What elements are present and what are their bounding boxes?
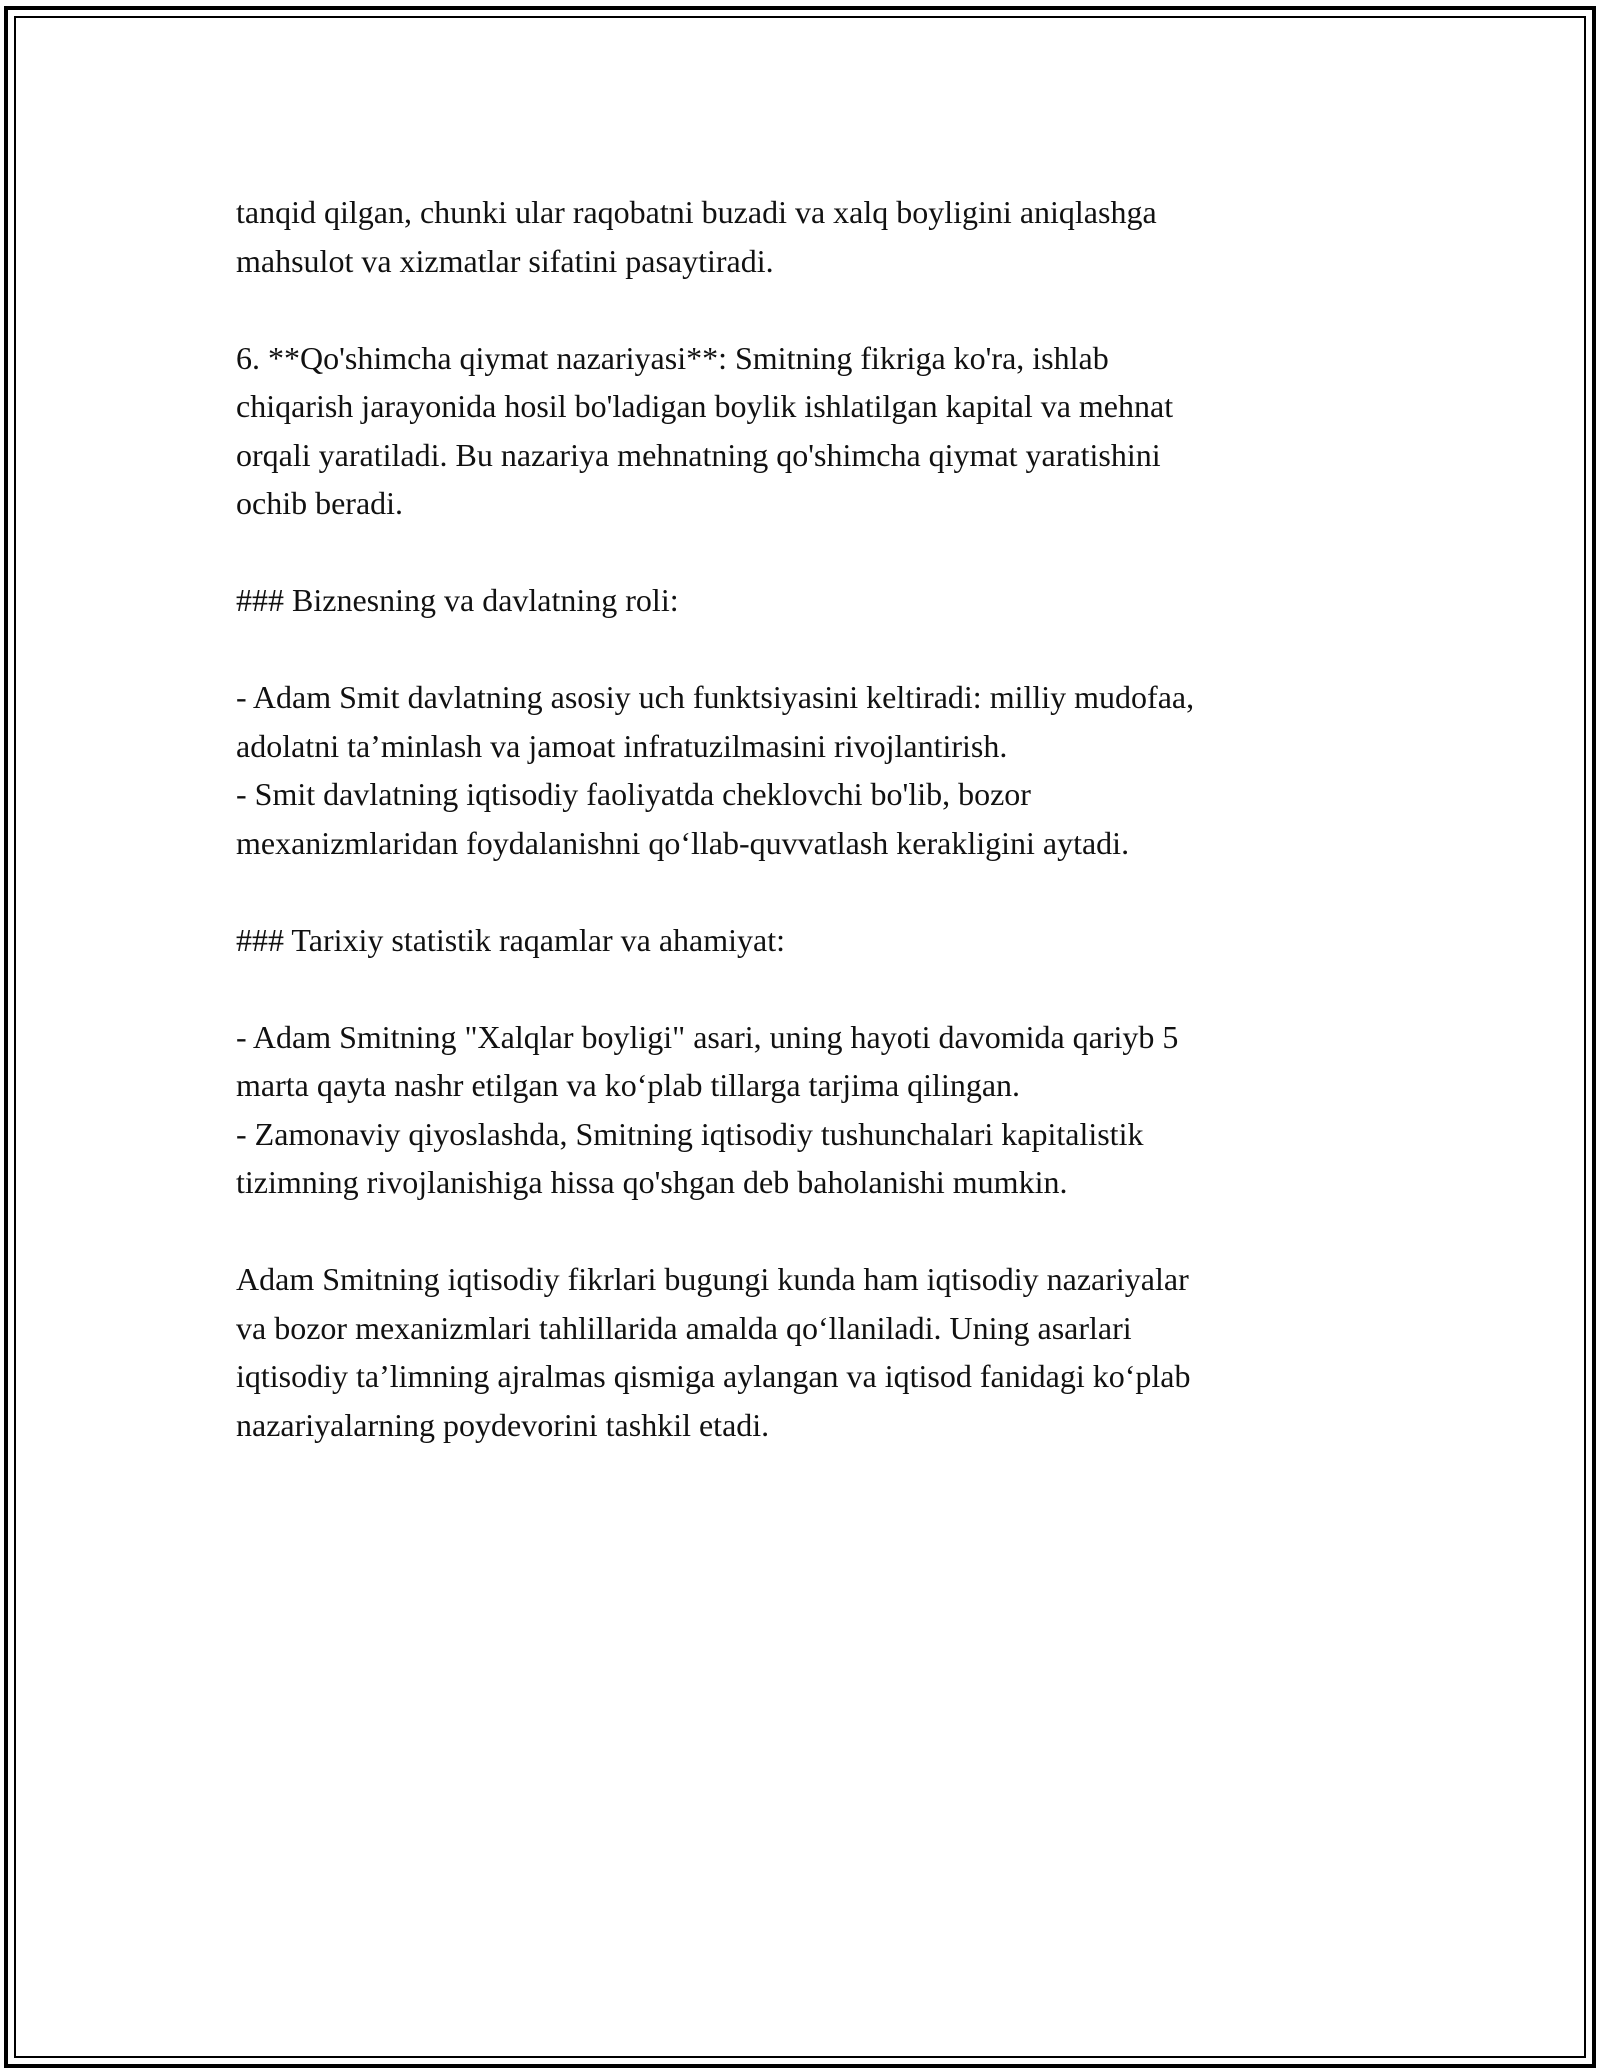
paragraph-gap (236, 867, 1366, 916)
text-line: tanqid qilgan, chunki ular raqobatni buzadi va xalq boyligini aniqlashga (236, 194, 1157, 230)
list-item-line: - Adam Smit davlatning asosiy uch funktsiyasini keltiradi: milliy mudofaa, (236, 679, 1195, 715)
text-line: 6. **Qo'shimcha qiymat nazariyasi**: Smitning fikriga ko'ra, ishlab (236, 339, 1109, 376)
document-body (236, 188, 1366, 1449)
list-item-line: adolatni ta’minlash va jamoat infratuzilmasini rivojlantirish. (236, 727, 1008, 764)
list-item-line: - Adam Smitning "Xalqlar boyligi" asari, uning hayoti davomida qariyb 5 (236, 1018, 1179, 1055)
paragraph-gap (236, 528, 1366, 577)
text-line: ochib beradi. (236, 485, 404, 521)
list-item-line: - Zamonaviy qiyoslashda, Smitning iqtisodiy tushunchalari kapitalistik (236, 1115, 1144, 1152)
list-state-functions (236, 673, 1366, 867)
paragraph-conclusion (236, 1255, 1366, 1449)
list-item-line: mexanizmlaridan foydalanishni qo‘llab-quvvatlash kerakligini aytadi. (236, 824, 1130, 861)
list-item-line: - Smit davlatning iqtisodiy faoliyatda cheklovchi bo'lib, bozor (236, 776, 1031, 812)
heading-text: ### Biznesning va davlatning roli: (236, 582, 679, 618)
paragraph-gap (236, 1207, 1366, 1256)
paragraph-gap (236, 285, 1366, 334)
heading-text: ### Tarixiy statistik raqamlar va ahamiyat: (236, 921, 786, 958)
paragraph-surplus-value-theory (236, 334, 1366, 528)
list-historical-facts (236, 1013, 1366, 1207)
list-item-line: tizimning rivojlanishiga hissa qo'shgan deb baholanishi mumkin. (236, 1164, 1068, 1200)
text-line: orqali yaratiladi. Bu nazariya mehnatning qo'shimcha qiymat yaratishini (236, 436, 1161, 473)
text-line: mahsulot va xizmatlar sifatini pasaytiradi. (236, 242, 774, 279)
text-line: nazariyalarning poydevorini tashkil etadi. (236, 1406, 770, 1443)
list-item-line: marta qayta nashr etilgan va ko‘plab tillarga tarjima qilingan. (236, 1067, 1021, 1103)
paragraph-continuation (236, 188, 1366, 285)
text-line: va bozor mexanizmlari tahlillarida amalda qo‘llaniladi. Uning asarlari (236, 1309, 1132, 1346)
paragraph-gap (236, 625, 1366, 674)
text-line: chiqarish jarayonida hosil bo'ladigan boylik ishlatilgan kapital va mehnat (236, 388, 1174, 424)
paragraph-gap (236, 964, 1366, 1013)
text-line: Adam Smitning iqtisodiy fikrlari bugungi kunda ham iqtisodiy nazariyalar (236, 1261, 1189, 1297)
section-heading-historical-statistics (236, 916, 1366, 965)
text-line: iqtisodiy ta’limning ajralmas qismiga aylangan va iqtisod fanidagi ko‘plab (236, 1358, 1191, 1394)
section-heading-business-state-role (236, 576, 1366, 625)
